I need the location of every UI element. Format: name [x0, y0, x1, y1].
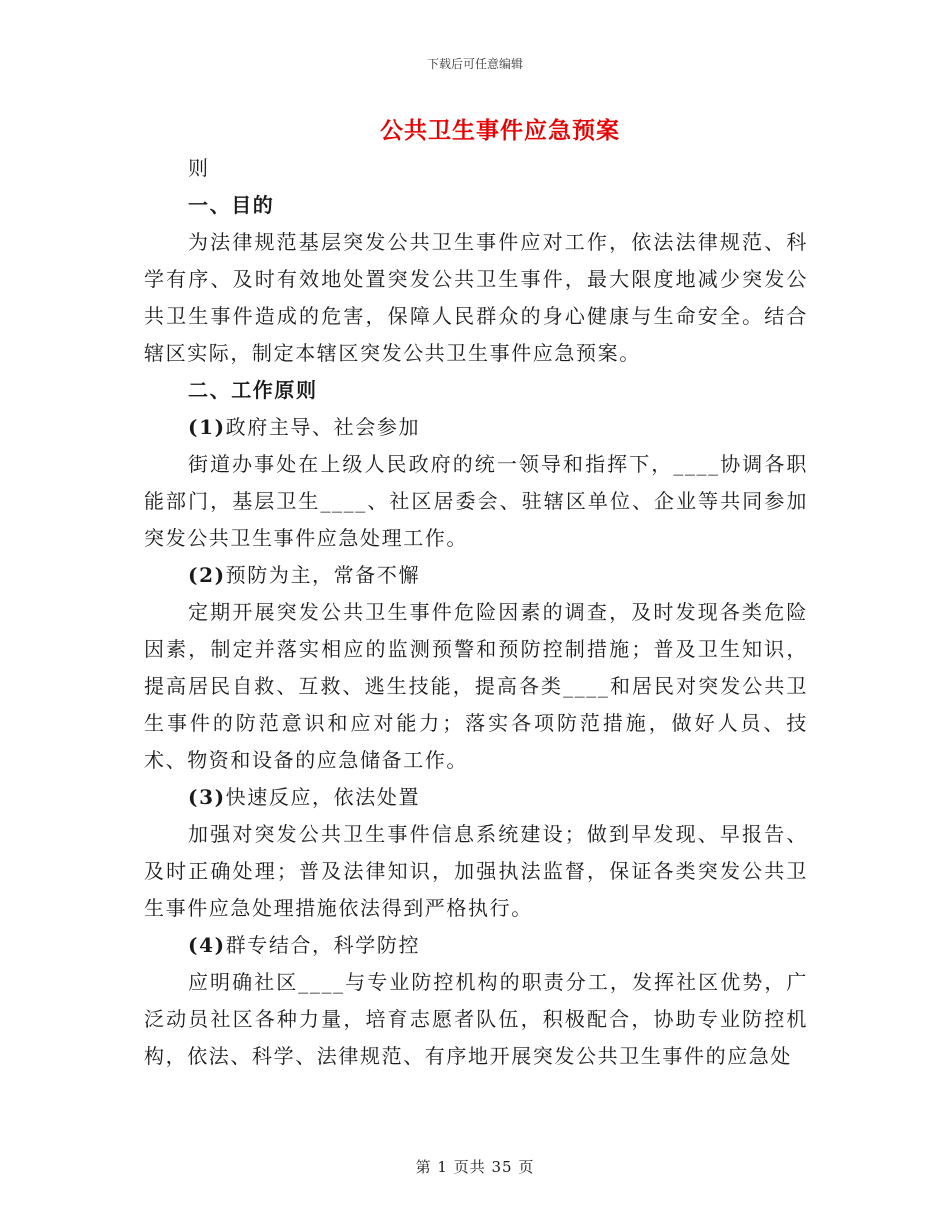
- paragraph-principle-3: 加强对突发公共卫生事件信息系统建设；做到早发现、早报告、及时正确处理；普及法律知识，加强执法监督，保证各类突发公共卫生事件应急处理措施依法得到严格执行。: [144, 822, 808, 920]
- paragraph-principle-4: 应明确社区____与专业防控机构的职责分工，发挥社区优势，广泛动员社区各种力量，培育志愿者队伍，积极配合，协助专业防控机构，依法、科学、法律规范、有序地开展突发公共卫生事件的应急处: [144, 970, 808, 1068]
- principle-number: (3): [188, 785, 226, 809]
- section-heading-principles: 二、工作原则: [188, 378, 318, 402]
- principle-3-heading: [144, 779, 808, 816]
- principle-number: (2): [188, 563, 226, 587]
- principle-number: (1): [188, 415, 226, 439]
- principle-1-heading: [144, 409, 808, 446]
- paragraph-principle-1: 街道办事处在上级人民政府的统一领导和指挥下，____协调各职能部门，基层卫生____、社区居委会、驻辖区单位、企业等共同参加突发公共卫生事件应急处理工作。: [144, 452, 808, 550]
- page-number: 第 1 页共 35 页: [415, 1158, 535, 1176]
- principle-title: 快速反应，依法处置: [225, 785, 421, 809]
- document-body: [144, 150, 808, 1075]
- principle-title: 预防为主，常备不懈: [225, 563, 421, 587]
- principle-title: 政府主导、社会参加: [225, 415, 421, 439]
- header-note: 下载后可任意编辑: [426, 57, 523, 71]
- principle-2-heading: [144, 557, 808, 594]
- paragraph-principle-2: 定期开展突发公共卫生事件危险因素的调查，及时发现各类危险因素，制定并落实相应的监测预警和预防控制措施；普及卫生知识，提高居民自救、互救、逃生技能，提高各类____和居民对突发公共卫生事件的防范意识和应对能力；落实各项防范措施，做好人员、技术、物资和设备的应急储备工作。: [144, 600, 808, 772]
- principle-title: 群专结合，科学防控: [225, 933, 421, 957]
- section-heading-purpose: 一、目的: [188, 193, 275, 217]
- paragraph-fragment: 则: [188, 156, 210, 180]
- principle-number: (4): [188, 933, 226, 957]
- paragraph-purpose: 为法律规范基层突发公共卫生事件应对工作，依法法律规范、科学有序、及时有效地处置突发公共卫生事件，最大限度地减少突发公共卫生事件造成的危害，保障人民群众的身心健康与生命安全。结合辖区实际，制定本辖区突发公共卫生事件应急预案。: [144, 230, 808, 365]
- document-title: 公共卫生事件应急预案: [380, 117, 620, 144]
- principle-4-heading: [144, 927, 808, 964]
